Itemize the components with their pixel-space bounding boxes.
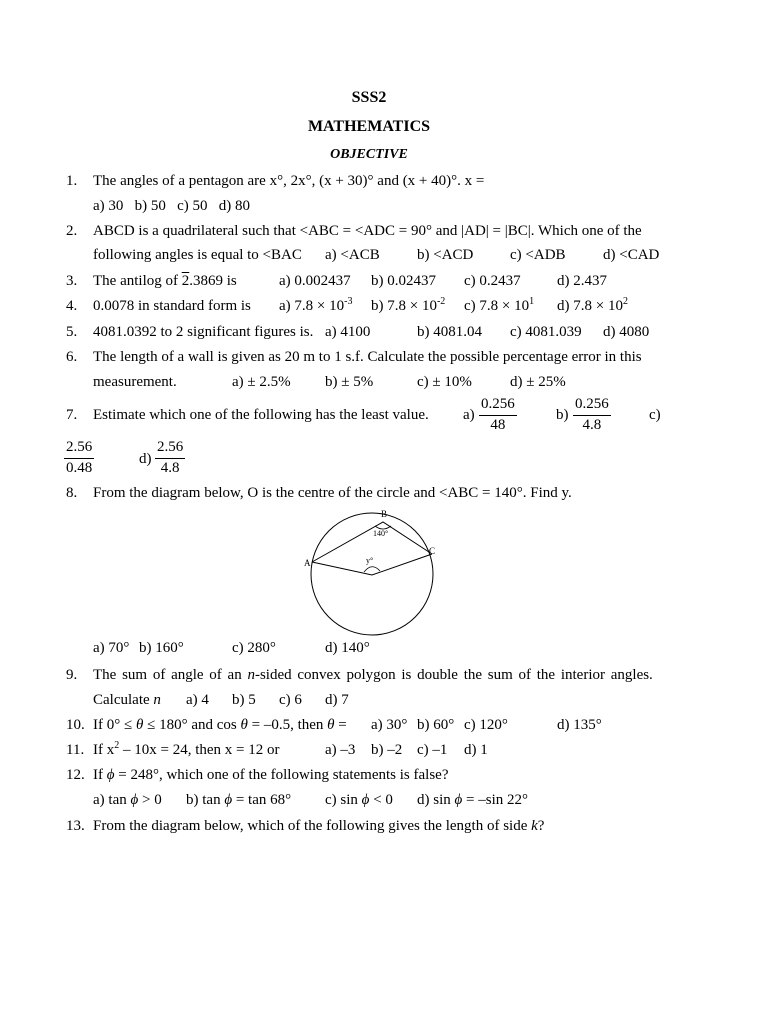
question-number: 10. (66, 717, 85, 733)
option-a: a) 0.002437 (279, 273, 351, 289)
question-text: If ϕ = 248°, which one of the following statements is false? (93, 767, 449, 783)
label-c: C (429, 546, 436, 556)
question-text: If 0° ≤ θ ≤ 180° and cos θ = –0.5, then θ = (93, 717, 347, 733)
option-c: c) 120° (464, 717, 508, 733)
option-d-fraction: $\frac{2.56}{4.8}$ (157, 439, 184, 476)
question-text: Estimate which one of the following has the least value. (93, 407, 429, 423)
question-number: 13. (66, 818, 85, 834)
label-a: A (304, 558, 311, 568)
angle-arc-o (364, 567, 380, 572)
option-b: b) <ACD (417, 247, 474, 263)
option-a: a) ± 2.5% (232, 374, 291, 390)
option-a: a) $7.8 \times 10^{-3}$ (279, 296, 353, 314)
question-text-line2: following angles is equal to <BAC (93, 247, 302, 263)
option-b-fraction: $\frac{0.256}{4.8}$ (575, 396, 609, 433)
option-d: d) 140° (325, 640, 370, 656)
label-angle-b: 140° (373, 529, 389, 538)
option-c: c) 6 (279, 692, 302, 708)
class-heading: SSS2 (351, 89, 387, 106)
label-angle-o: y° (366, 556, 374, 565)
option-d: d) 7 (325, 692, 349, 708)
question-number: 12. (66, 767, 85, 783)
option-b: b) 0.02437 (371, 273, 436, 289)
option-a: a) <ACB (325, 247, 380, 263)
question-text: The antilog of 2.3869 is (93, 273, 237, 289)
option-c: c) 0.2437 (464, 273, 521, 289)
question-number: 11. (66, 742, 85, 758)
option-a: a) 4100 (325, 324, 371, 340)
question-number: 2. (66, 223, 78, 239)
option-a-label: a) (463, 407, 475, 423)
question-number: 9. (66, 667, 78, 683)
option-d: d) 1 (464, 742, 488, 758)
option-b: b) 60° (417, 717, 455, 733)
option-a: a) tan ϕ > 0 (93, 792, 162, 808)
question-number: 4. (66, 298, 78, 314)
question-text: If $x^2 - 10x = 24$, then x = 12 or (93, 740, 280, 758)
subject-heading: MATHEMATICS (307, 118, 431, 135)
option-c: c) –1 (417, 742, 448, 758)
question-number: 5. (66, 324, 78, 340)
option-a: a) 4 (186, 692, 209, 708)
question-text: From the diagram below, O is the centre of the circle and <ABC = 140°. Find y. (93, 485, 572, 501)
circle-outline (311, 513, 436, 635)
option-d: d) ± 25% (510, 374, 566, 390)
label-b: B (381, 509, 388, 519)
question-text-line2: measurement. (93, 374, 177, 390)
question-text: 0.0078 in standard form is (93, 298, 251, 314)
question-options: a) 30 b) 50 c) 50 d) 80 (93, 198, 251, 214)
question-text: The sum of angle of an n-sided convex polygon is double the sum of the interior angles. (93, 667, 653, 683)
question-text: From the diagram below, which of the following gives the length of side k? (93, 818, 545, 834)
option-b: b) tan ϕ = tan 68° (186, 792, 292, 808)
option-c: c) 4081.039 (510, 324, 582, 340)
option-d: d) <CAD (603, 247, 660, 263)
question-text: 4081.0392 to 2 significant figures is. (93, 324, 314, 340)
option-d: d) 135° (557, 717, 602, 733)
option-d: d) $7.8 \times 10^2$ (557, 296, 628, 314)
question-number: 6. (66, 349, 78, 365)
bar-digit: 2 (181, 273, 190, 289)
question-number: 3. (66, 273, 78, 289)
option-c: c) $7.8 \times 10^1$ (464, 296, 535, 314)
option-b: b) 4081.04 (417, 324, 482, 340)
option-c-label: c) (649, 407, 661, 423)
option-b: b) 160° (139, 640, 184, 656)
option-d: d) 2.437 (557, 273, 607, 289)
question-text: ABCD is a quadrilateral such that <ABC = <ADC = 90° and |AD| = |BC|. Which one of the (93, 223, 642, 239)
option-b: b) –2 (371, 742, 403, 758)
question-text-line2: Calculate n (93, 692, 161, 708)
option-d: d) 4080 (603, 324, 650, 340)
option-c: c) 280° (232, 640, 276, 656)
option-c: c) ± 10% (417, 374, 472, 390)
option-c: c) <ADB (510, 247, 566, 263)
circle-diagram (296, 504, 446, 636)
option-b-label: b) (556, 407, 569, 423)
question-text: The length of a wall is given as 20 m to 1 s.f. Calculate the possible percentage error in this (93, 349, 642, 365)
option-a: a) 30° (371, 717, 408, 733)
option-a-fraction: $\frac{0.256}{48}$ (481, 396, 515, 433)
option-d: d) sin ϕ = –sin 22° (417, 792, 528, 808)
option-c: c) sin ϕ < 0 (325, 792, 393, 808)
question-text: The angles of a pentagon are x°, 2x°, (x + 30)° and (x + 40)°. x = (93, 173, 485, 189)
option-b: b) $7.8 \times 10^{-2}$ (371, 296, 446, 314)
option-b: b) 5 (232, 692, 256, 708)
option-a: a) –3 (325, 742, 356, 758)
question-number: 8. (66, 485, 78, 501)
option-d-label: d) (139, 451, 152, 467)
option-a: a) 70° (93, 640, 130, 656)
option-c-fraction: $\frac{2.56}{0.48}$ (66, 439, 93, 476)
question-number: 1. (66, 173, 78, 189)
option-b: b) ± 5% (325, 374, 374, 390)
question-number: 7. (66, 407, 78, 423)
section-heading: OBJECTIVE (330, 147, 408, 162)
